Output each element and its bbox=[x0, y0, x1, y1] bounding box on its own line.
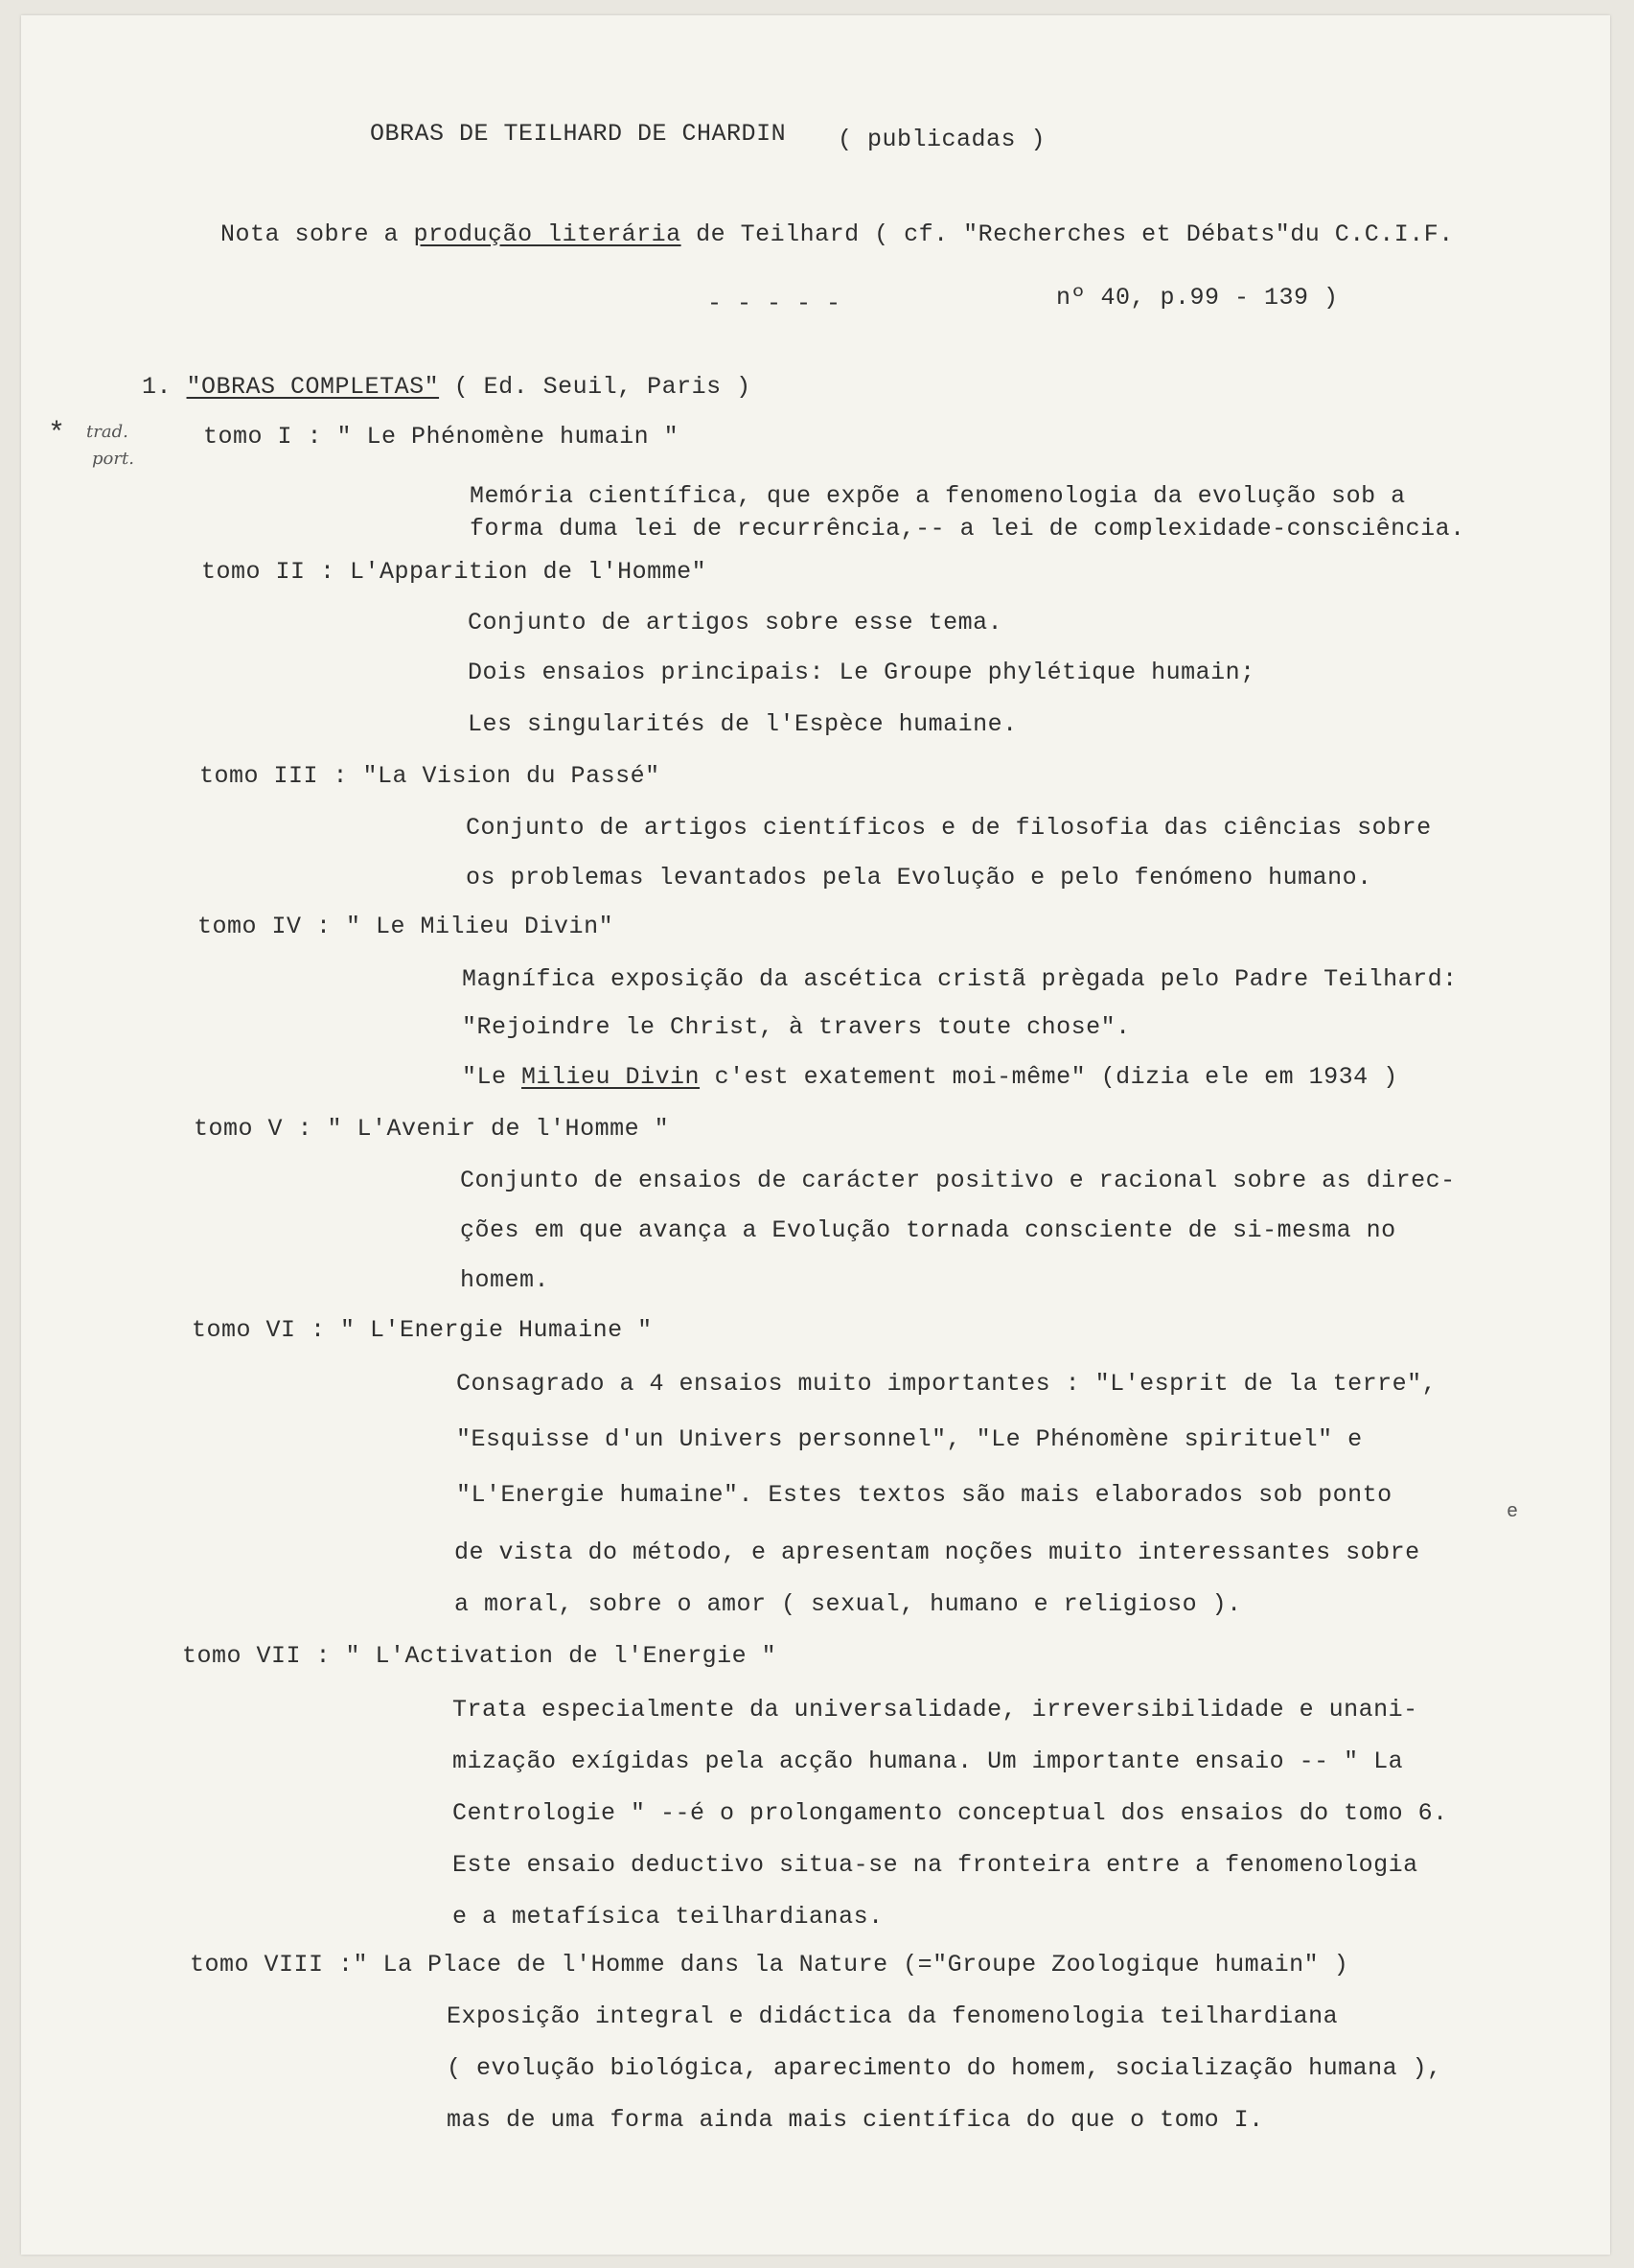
tomo-6-line-1: Consagrado a 4 ensaios muito importantes : "L'esprit de la terre", bbox=[456, 1370, 1438, 1398]
tomo-7-line-1: Trata especialmente da universalidade, irreversibilidade e unani- bbox=[452, 1696, 1418, 1724]
tomo-7-line-4: Este ensaio deductivo situa-se na fronteira entre a fenomenologia bbox=[452, 1851, 1418, 1879]
tomo-3-line-1: Conjunto de artigos científicos e de filosofia das ciências sobre bbox=[466, 814, 1432, 842]
note-reference: nº 40, p.99 - 139 ) bbox=[1056, 284, 1339, 312]
tomo-1-line-2: forma duma lei de recurrência,-- a lei de complexidade-consciência. bbox=[470, 515, 1465, 543]
quote-pre: "Le bbox=[462, 1063, 507, 1091]
tomo-7-line-5: e a metafísica teilhardianas. bbox=[452, 1903, 884, 1931]
tomo-7-heading: tomo VII : " L'Activation de l'Energie " bbox=[182, 1642, 777, 1670]
tomo-5-line-2: ções em que avança a Evolução tornada consciente de si-mesma no bbox=[460, 1216, 1396, 1244]
note-dashes: - - - - - bbox=[707, 289, 841, 317]
tomo-7-line-3: Centrologie " --é o prolongamento conceptual dos ensaios do tomo 6. bbox=[452, 1799, 1448, 1827]
tomo-2-line-1: Conjunto de artigos sobre esse tema. bbox=[468, 609, 1003, 636]
tomo-8-line-2: ( evolução biológica, aparecimento do homem, socialização humana ), bbox=[447, 2054, 1442, 2082]
document-page bbox=[21, 15, 1610, 2255]
tomo-5-line-1: Conjunto de ensaios de carácter positivo e racional sobre as direc- bbox=[460, 1167, 1456, 1194]
tomo-1-line-1: Memória científica, que expõe a fenomenologia da evolução sob a bbox=[470, 482, 1406, 510]
section-title: "OBRAS COMPLETAS" bbox=[186, 373, 440, 401]
section-heading bbox=[142, 372, 751, 403]
document-subtitle: ( publicadas ) bbox=[838, 126, 1047, 153]
tomo-6-line-2: "Esquisse d'un Univers personnel", "Le Phénomène spirituel" e bbox=[456, 1425, 1363, 1453]
tomo-6-line-5: a moral, sobre o amor ( sexual, humano e religioso ). bbox=[454, 1590, 1242, 1618]
margin-note-line2: port. bbox=[92, 449, 134, 469]
tomo-7-line-2: mização exígidas pela acção humana. Um importante ensaio -- " La bbox=[452, 1747, 1404, 1775]
note-pre: Nota sobre a bbox=[220, 220, 400, 248]
tomo-2-line-2: Dois ensaios principais: Le Groupe phylétique humain; bbox=[468, 659, 1255, 686]
note-underlined: produção literária bbox=[413, 220, 681, 248]
tomo-4-line-1: Magnífica exposição da ascética cristã prègada pelo Padre Teilhard: bbox=[462, 965, 1458, 993]
tomo-5-line-3: homem. bbox=[460, 1266, 550, 1294]
tomo-3-line-2: os problemas levantados pela Evolução e pelo fenómeno humano. bbox=[466, 864, 1372, 891]
tomo-6-line-3: "L'Energie humaine". Estes textos são mais elaborados sob ponto bbox=[456, 1481, 1392, 1509]
tomo-2-heading: tomo II : L'Apparition de l'Homme" bbox=[201, 558, 707, 586]
margin-note-line1: trad. bbox=[86, 422, 128, 442]
tomo-8-heading: tomo VIII :" La Place de l'Homme dans la Nature (="Groupe Zoologique humain" ) bbox=[190, 1951, 1349, 1979]
tomo-4-heading: tomo IV : " Le Milieu Divin" bbox=[197, 913, 614, 940]
tomo-4-quote bbox=[462, 1062, 1398, 1093]
document-title: OBRAS DE TEILHARD DE CHARDIN bbox=[370, 120, 787, 148]
section-publisher: ( Ed. Seuil, Paris ) bbox=[453, 373, 751, 401]
tomo-5-heading: tomo V : " L'Avenir de l'Homme " bbox=[194, 1115, 670, 1143]
section-number: 1. bbox=[142, 373, 173, 401]
tomo-4-line-2: "Rejoindre le Christ, à travers toute chose". bbox=[462, 1013, 1131, 1041]
tomo-8-line-1: Exposição integral e didáctica da fenomenologia teilhardiana bbox=[447, 2002, 1339, 2030]
asterisk-mark: * bbox=[48, 418, 66, 451]
quote-post: c'est exatement moi-même" (dizia ele em 1934 ) bbox=[714, 1063, 1398, 1091]
note-line bbox=[220, 220, 1454, 250]
quote-underlined: Milieu Divin bbox=[521, 1063, 701, 1091]
note-post: de Teilhard ( cf. "Recherches et Débats"du C.C.I.F. bbox=[696, 220, 1454, 248]
tomo-2-line-3: Les singularités de l'Espèce humaine. bbox=[468, 710, 1018, 738]
tomo-6-margin-mark: e bbox=[1507, 1501, 1519, 1523]
tomo-6-line-4: de vista do método, e apresentam noções muito interessantes sobre bbox=[454, 1539, 1420, 1566]
tomo-8-line-3: mas de uma forma ainda mais científica do que o tomo I. bbox=[447, 2106, 1264, 2134]
tomo-6-heading: tomo VI : " L'Energie Humaine " bbox=[192, 1316, 653, 1344]
tomo-3-heading: tomo III : "La Vision du Passé" bbox=[199, 762, 660, 790]
tomo-1-heading: tomo I : " Le Phénomène humain " bbox=[203, 423, 679, 451]
